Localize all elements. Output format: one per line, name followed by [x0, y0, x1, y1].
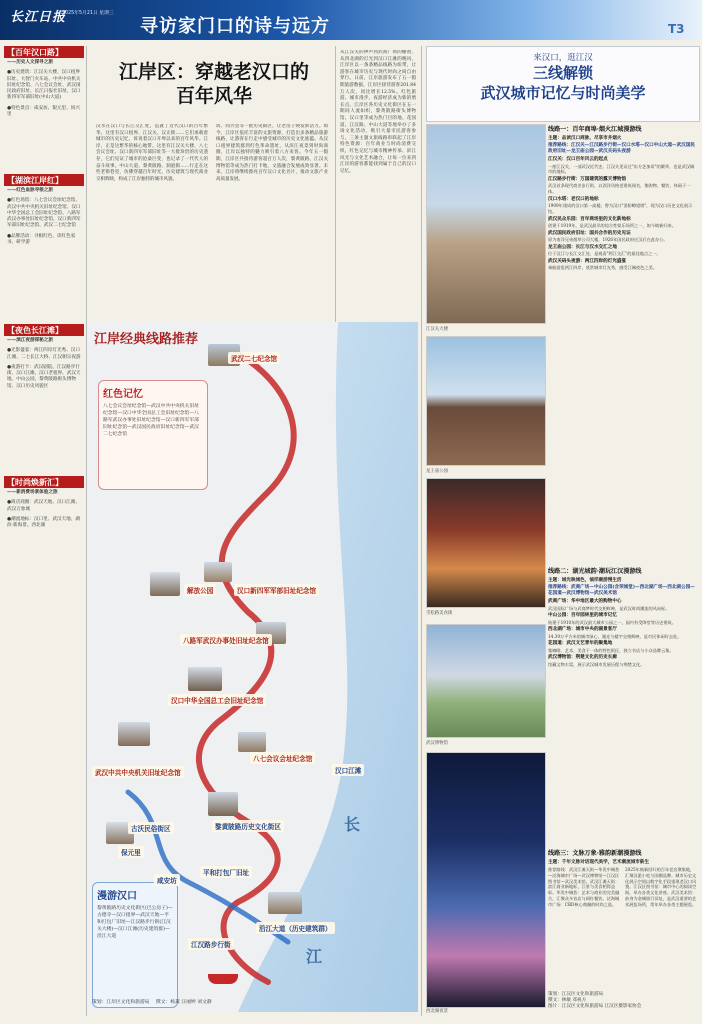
sidebar-section-1: [4, 46, 84, 174]
sidebar-paragraph: ●潮流地标：汉口里、武汉天地、湖滨·新海景、西北湖: [7, 516, 80, 529]
sidebar-section-4: [4, 476, 84, 616]
photo-caption: 江汉关大楼: [426, 327, 448, 332]
article-title-line1: 江岸区：穿越老汉口的: [118, 61, 309, 83]
map-label: 武汉二七纪念馆: [228, 352, 280, 364]
river-char: 长: [344, 815, 361, 834]
photo-longwangmiao: [426, 336, 546, 466]
sidebar-paragraph: ●品牌活动：寻根红色、读红色家书、研学游: [7, 233, 76, 246]
red-memory-box: [98, 380, 208, 490]
article-title-line2: 百年风华: [175, 85, 252, 107]
route-item-text: 创建于1919年，是武汉最早的综合性娱乐场所之一，如今焕新归来。: [548, 223, 676, 228]
route-item-heading: 武商广场：华中地区最大的购物中心: [548, 599, 622, 605]
route-2-title: 线路二：湖光城韵·潮玩江汉漫游线: [548, 568, 642, 575]
route-3-columns: [548, 867, 698, 908]
route-item-heading: 汉口水塔：老汉口的地标: [548, 197, 599, 202]
map-label: 汉口江滩: [332, 764, 364, 776]
route-3-title: 线路三：文脉万象·雅韵新潮漫游线: [548, 850, 642, 857]
boat-icon: [208, 974, 238, 984]
article-title: [92, 60, 336, 108]
route-1-title: 线路一：百年商埠·烟火江城漫游线: [548, 126, 642, 133]
photo-jianghan-customs: [426, 124, 546, 324]
route-item-heading: 江汉关：汉口百年风云的起点: [548, 157, 608, 163]
map-label: 古沃民俗街区: [128, 822, 174, 834]
route-1-theme: 主题：品读汉口商脉，尽享市井烟火: [548, 136, 622, 141]
header-title: 寻访家门口的诗与远方: [140, 16, 330, 37]
route-item-text: 武汉国际广场与武商梦时代交相辉映，是武汉时尚潮流的风向标。: [548, 605, 670, 611]
route-item-text: 位于汉江与长江交汇处，是观看"两江交汇"的最佳地点之一。: [548, 251, 661, 256]
map-label: 沿江大道（历史建筑群）: [256, 922, 335, 934]
masthead-date: 2025年5月21日 星期三: [62, 11, 114, 16]
masthead-logo: 长江日报: [10, 10, 67, 25]
route-item-heading: 武汉国民政府旧址：国共合作的历史见证: [548, 230, 631, 236]
route-2-items: [548, 599, 698, 667]
route-item-heading: 武汉博物馆：荆楚文化的历史长廊: [548, 655, 617, 661]
route-item: [548, 627, 698, 639]
photo-caption: 雪松路美食街: [426, 611, 453, 616]
sidebar-section-title: 【湖滨江岸红】: [4, 174, 84, 186]
route-item-text: 始建于1910年的武汉最大城市公园之一，园内有受降堂等历史建筑。: [548, 619, 676, 625]
map-label: 解放公园: [184, 584, 216, 596]
map-label: 汉口新四军军部旧址纪念馆: [234, 584, 319, 596]
red-memory-title: 红色记忆: [103, 389, 143, 400]
sidebar-paragraph: ●商店商圈：武汉天地、汉口江滩、武汉万象城: [7, 500, 80, 512]
building-thumb: [118, 722, 150, 746]
building-thumb: [204, 562, 232, 582]
sidebar-paragraph: ●光影盛宴：两江四岸灯光秀、汉口江滩、二七长江大桥、江汉朝宗夜游: [7, 348, 81, 360]
route-item-heading: 花园道：武汉文艺青年的聚集地: [548, 641, 613, 647]
map-label: 武汉中共中央机关旧址纪念馆: [92, 766, 184, 778]
map-label: 平和打包厂旧址: [200, 866, 252, 878]
building-thumb: [268, 892, 302, 914]
map-credit-1: 策划：江岸区文化和旅游局: [92, 1000, 150, 1005]
right-header: [426, 46, 700, 122]
route-3-left-text: 推荐路线：武汉江滩天街—华发中城荟—泛海城市广场—武汉博物馆—江汉区图书馆—武汉美术馆。武汉江滩天街：滨江商业新地标，江景与美食相得益彰。华发中城荟：艺术与商业的完美融合，汇聚众多首店与网红餐饮。泛海城市广场：CBD核心商圈的时尚之选。: [548, 867, 620, 907]
route-1: [548, 124, 698, 562]
sidebar-paragraph: ●红色场馆：八七会议会址纪念馆、武汉中共中央机关旧址纪念馆、汉口中华全国总工会旧址纪念馆、八路军武汉办事处旧址纪念馆、汉口新四军军部旧址纪念馆、武汉二七纪念馆: [7, 198, 81, 229]
route-item-text: 集咖啡、艺术、美食于一体的特色街区，独立书店与小众品牌云集。: [548, 647, 674, 653]
red-memory-text: 八七会议会址纪念馆—武汉中共中央机关旧址纪念馆—汉口中华全国总工会旧址纪念馆—八路军武汉办事处旧址纪念馆—汉口新四军军部旧址纪念馆—武汉国民政府旧址纪念馆—武汉二七纪念馆: [103, 404, 199, 437]
route-item-heading: 中山公园：百年园林里的城市记忆: [548, 613, 617, 619]
article-col-3: 从江汉关的钟声到武商广场的橱窗，从四北湖的灯光到汉口江滩的晚风，江岸区以一条条精品线路为纽带，让游客在城市历史与现代时尚之间自由穿行。日前，江岸旅游发布了五一假期旅游数据，江岸区接待游客201.84万人次，同比增长12.5%。红色旅游、城市漫步、夜游经济成为新的增长点。江岸区各历史文化街区在五一期间人流如织，黎黄陂路街头博物馆、汉口里等成为热门目的地。花园道、江汉路、中山大道等地举办了多场文化活动，吸引大量市民游客参与。三条主题文旅线路串联起了江岸特色资源：百年商业与时尚消费交织、红色记忆与城市精神传承、滨江风光与文化艺术融合，让每一位来到江岸的游客都能找到属于自己的汉口记忆。: [340, 50, 416, 174]
page-number: T3: [668, 22, 685, 36]
route-item: [548, 245, 698, 257]
right-kicker: 来汉口，逛江汉: [533, 53, 593, 63]
article-col-1: 汉水在汉口与长江交汇处，造就了近代汉口的百年繁华。这里有汉口租界、江汉关、汉正街……它们承载着城市的历史记忆，诉说着汉口开埠以来的百年风华。江岸，正是这繁华的核心地带。这里有江汉关大楼、八七会议会址、汉口新四军军部旧址等一大批珍贵的历史遗存，它们见证了城市的沧桑巨变，也记录了一代代人的奋斗故事。中山大道、黎黄陂路、洞庭街……行走在这些老街巷里，仿佛穿越百年时光。历史建筑与现代商业交相辉映，构成了江岸独特的城市风貌。: [96, 124, 208, 182]
route-item: [548, 217, 698, 229]
sidebar-paragraph: ●夜游打卡：武汉剧院、江汉路步行街、汉口江滩、汉口老租界、武汉天地、中山公园、黎黄陂路街头博物馆、汉口历史风貌区: [7, 364, 81, 389]
route-item-text: 1909年建成的汉口第一高楼，曾为汉口"消防瞭望塔"，现为汉口历史文化展示馆。: [548, 203, 693, 214]
map-label: 八七会议会址纪念馆: [250, 752, 315, 764]
route-item: [548, 231, 698, 243]
sidebar-section-lead: ——新消费场景体验之旅: [7, 490, 58, 495]
map-credit-2: 撰文：杨蓠 汪丽婷 刘文静: [155, 1000, 212, 1005]
masthead: [0, 0, 702, 40]
blue-tour-text: 黎黄陂路历史文化街区(巴公房子)—古德寺—汉口租界—武汉天地—平和打包厂旧址—江汉路步行街(江汉关大楼)—汉口江滩(历史建筑群)—沿江大道: [97, 906, 173, 939]
route-item-heading: 武汉民众乐园：百年商场里的文化新地标: [548, 216, 631, 222]
right-credits: [548, 992, 698, 1010]
building-thumb: [238, 732, 266, 752]
route-item: [548, 655, 698, 667]
sidebar-section-2: [4, 174, 84, 324]
right-title-2: 武汉城市记忆与时尚美学: [480, 84, 646, 102]
map-label: 汉口中华全国总工会旧址纪念馆: [168, 694, 266, 706]
map-title: 江岸经典线路推荐: [94, 332, 199, 347]
sidebar-section-title: 【时尚焕新汇】: [4, 476, 84, 488]
sidebar-paragraph: ●特色景点：咸安坊、银元里、同兴里: [7, 105, 80, 118]
right-credit-1: 策划：江汉区文化和旅游局: [548, 992, 604, 997]
route-item-text: 14.39万平方米的城市绿心，湖光与楼宇交相辉映，是市民休闲好去处。: [548, 633, 682, 639]
masthead-bar: [0, 0, 702, 40]
photo-caption: 武汉博物馆: [426, 741, 448, 746]
photo-caption: 龙王庙公园: [426, 469, 448, 474]
photo-wuhan-museum: [426, 624, 546, 738]
route-item-text: 乘船游览两江四岸，欣赏城市灯光秀，感受江城夜色之美。: [548, 265, 657, 270]
map-credits: [92, 1000, 212, 1006]
map-label: 咸安坊: [154, 874, 180, 886]
route-3: [548, 848, 698, 988]
map-label: 保元里: [118, 846, 144, 858]
route-item: [548, 613, 698, 625]
route-2-theme: 主题：城光映城色，徜徉潮游慢生活: [548, 578, 622, 583]
right-credit-2: 撰文：林敏 邓祝方: [548, 998, 587, 1003]
sidebar-section-3: [4, 324, 84, 476]
route-item: [548, 259, 698, 271]
route-item: [548, 177, 698, 195]
river-char: 江: [306, 947, 323, 966]
map-label: 黎黄陂路历史文化街区: [212, 820, 284, 832]
building-thumb: [188, 667, 222, 691]
route-item-text: 一座江汉关，一部武汉近代史。江汉关见证过"东方芝加哥"的繁华，也是武汉城市的地标。: [548, 163, 695, 175]
sidebar-divider: [86, 46, 87, 1016]
sidebar-section-lead: ——红色血脉寻根之旅: [7, 188, 53, 193]
right-title-1: 三线解锁: [532, 64, 593, 82]
photo-xibeihu-night: [426, 752, 546, 1008]
route-item: [548, 197, 698, 215]
right-credit-3: 图片：江汉区文化和旅游局 江汉区摄影家协会: [548, 1004, 642, 1009]
route-item-heading: 西北湖广场：城市中央的湖景客厅: [548, 627, 617, 633]
sidebar-section-lead: ——历史人文探寻之旅: [7, 60, 53, 65]
building-thumb: [150, 572, 180, 596]
route-item-heading: 江汉路步行街：万国建筑的露天博物馆: [548, 177, 627, 183]
route-3-theme: 主题：千年文脉对话现代美学，艺术潮流城市新生: [548, 860, 650, 865]
sidebar-section-title: 【百年汉口路】: [4, 46, 84, 58]
route-item-heading: 武汉关码头夜游：两江四岸的灯光盛宴: [548, 258, 627, 264]
route-2: [548, 566, 698, 844]
sidebar-section-title: 【夜色长江滩】: [4, 324, 84, 336]
map-label: 江汉路步行街: [188, 938, 234, 950]
building-thumb: [208, 792, 238, 816]
route-item: [548, 641, 698, 653]
route-item-heading: 龙王庙公园：长江与汉水交汇之地: [548, 244, 617, 250]
sidebar-paragraph: ●历史建筑：江汉关大楼、汉口租界旧址、大智门火车站、中共中央机关旧址纪念馆、八七会议会址、武汉国民政府旧址、长江日报社旧址、汉口新四军军部旧址(中山大道): [7, 70, 81, 101]
route-item: [548, 599, 698, 611]
photo-xuesong-food: [426, 478, 546, 608]
route-item: [548, 157, 698, 175]
article-col-2: 坊、同兴里等一批历史街区，让老房子焕发新活力。如今，江岸区依托丰富的文旅资源，打造出多条精品旅游线路，让游客在行走中感受城市的历史文化底蕴。从汉口租界建筑群到红色革命遗址，从滨江夜景到时尚商圈，江岸以独特的魅力吸引着八方来客。今年五一假期，江岸区共接待游客超百万人次，黎黄陂路、江汉关博物馆等成为热门打卡地，文旅融合发展成效显著。未来，江岸将继续擦亮百年汉口文化名片，推动文旅产业高质量发展。: [216, 124, 328, 182]
route-3-right-text: 2025年焕新回归的百年老店聚集地，汇聚汉派小吃与国潮品牌。城市历史文化展示空间以数字化手段重现老汉口风貌。江汉区图书馆：城市中心的阅读空间，举办各类文化讲座。武汉美术馆：前身为金城银行旧址，是武汉重要的艺术展览场所，常年举办各类主题展览。: [625, 867, 697, 907]
sidebar: [4, 46, 84, 616]
route-item-text: 原为南洋兄弟烟草公司大楼，1926年国民政府迁汉后在此办公。: [548, 237, 668, 242]
route-1-rec: 推荐路线：江汉关—江汉路步行街—汉口水塔—汉口中山大道—武汉国民政府旧址—龙王庙公园—武汉关码头夜游: [548, 143, 696, 155]
photo-caption: 西北湖夜景: [426, 1009, 448, 1014]
map-label: 八路军武汉办事处旧址纪念馆: [180, 634, 272, 646]
blue-tour-title: 漫游汉口: [97, 891, 137, 902]
route-item-text: 馆藏文物丰富，展示武汉城市发展历程与荆楚文化。: [548, 661, 645, 667]
sidebar-section-lead: ——滨江夜游探秘之旅: [7, 338, 53, 343]
route-map: [88, 322, 418, 1012]
route-item-text: 武汉首条现代商业步行街，以西洋风格老建筑闻名，集购物、餐饮、休闲于一体。: [548, 183, 691, 195]
blue-tour-box: [92, 882, 178, 1008]
page-divider: [421, 46, 422, 1016]
route-2-rec: 推荐路线：武商广场—中山公园(含荣城堂)—西北湖广场—西北湖公园—花园道—武汉博物馆—武汉美术馆: [548, 585, 695, 597]
route-1-items: [548, 157, 698, 270]
